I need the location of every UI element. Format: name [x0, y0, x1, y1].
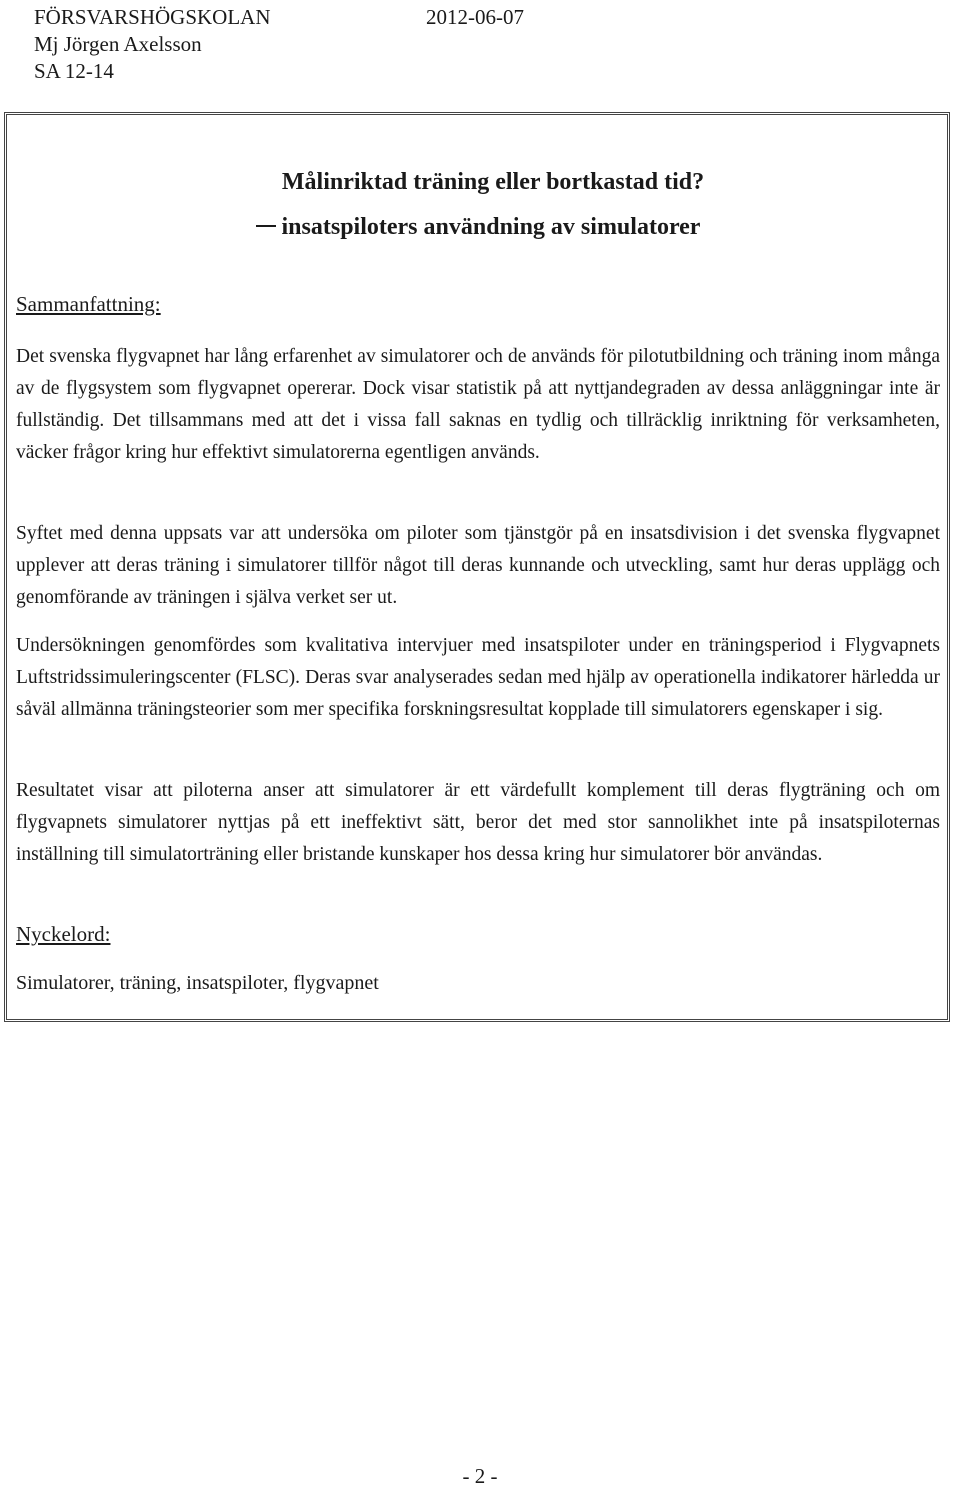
author-name: Mj Jörgen Axelsson [34, 32, 202, 56]
thesis-subtitle-text: insatspiloters användning av simulatorer [281, 214, 701, 240]
summary-paragraph-2: Syftet med denna uppsats var att undersöka om piloter som tjänstgör på en insatsdivision i det svenska flygvapnet upplever att deras träning i simulatorer tillför något till deras kunnande och utveckling, samt hur deras upplägg och genomförande av träningen i själva verket ser ut. [16, 523, 940, 608]
summary-paragraph-1: Det svenska flygvapnet har lång erfarenhet av simulatorer och de används för pilotutbildning och träning inom många av de flygsystem som flygvapnet opererar. Dock visar statistik på att nyttjandegraden av dessa anläggningar inte är fullständig. Det tillsammans med att det i vissa fall saknas en tydlig och tillräcklig inriktning för verksamheten, väcker frågor kring hur effektivt simulatorerna egentligen används. [16, 346, 940, 463]
keywords-list: Simulatorer, träning, insatspiloter, flygvapnet [16, 972, 379, 994]
thesis-title: Målinriktad träning eller bortkastad tid? [281, 169, 705, 195]
abstract-frame [4, 112, 950, 1022]
summary-paragraph-3: Undersökningen genomfördes som kvalitativa intervjuer med insatspiloter under en träningsperiod i Flygvapnets Luftstridssimuleringscenter (FLSC). Deras svar analyserades sedan med hjälp av operationella indikatorer härledda ur såväl allmänna träningsteorier som mer specifika forskningsresultat kopplade till simulatorers egenskaper i sig. [16, 635, 940, 720]
institution-name: FÖRSVARSHÖGSKOLAN [34, 5, 271, 29]
page-number: - 2 - [462, 1464, 498, 1488]
course-code: SA 12-14 [34, 59, 114, 83]
document-header [34, 4, 524, 85]
subtitle-dash [256, 225, 276, 227]
keywords-heading: Nyckelord: [16, 922, 111, 946]
document-date: 2012-06-07 [426, 5, 524, 29]
summary-paragraph-4: Resultatet visar att piloterna anser att simulatorer är ett värdefullt komplement till deras flygträning och om flygvapnets simulatorer nyttjas på ett ineffektivt sätt, beror det med stor sannolikhet inte på insatspiloternas inställning till simulatorträning eller bristande kunskaper hos dessa kring hur simulatorer bör användas. [16, 780, 940, 865]
summary-heading: Sammanfattning: [16, 292, 161, 316]
thesis-subtitle [16, 212, 940, 242]
